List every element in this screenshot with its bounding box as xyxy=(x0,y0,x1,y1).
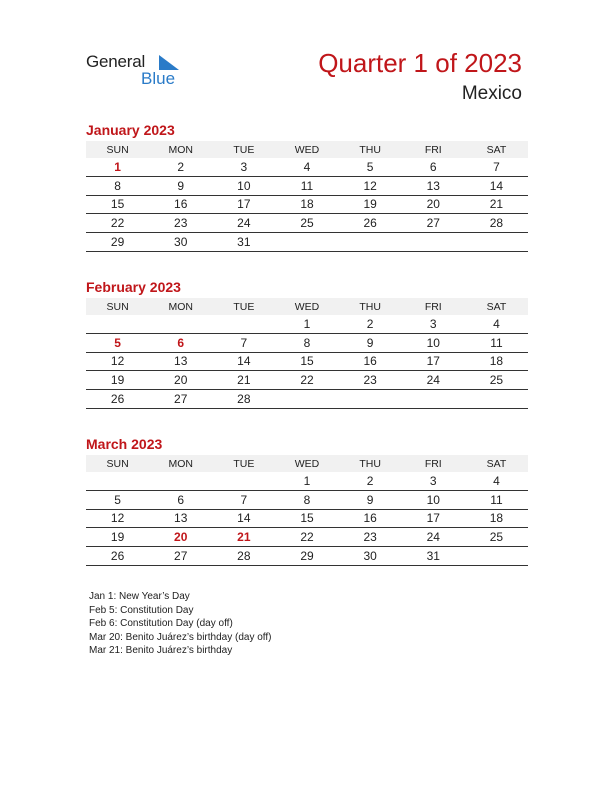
day-cell: 9 xyxy=(339,490,402,509)
month-title: March 2023 xyxy=(86,436,163,452)
day-cell: 14 xyxy=(465,176,528,195)
day-cell: 10 xyxy=(402,333,465,352)
week-row xyxy=(86,528,528,547)
day-cell: 2 xyxy=(339,315,402,333)
day-cell: 16 xyxy=(339,352,402,371)
day-cell: 31 xyxy=(212,233,275,252)
day-cell: 27 xyxy=(149,547,212,566)
holiday-day-cell: 21 xyxy=(212,528,275,547)
weekday-header: SUN xyxy=(86,298,149,315)
day-cell: 13 xyxy=(402,176,465,195)
day-cell: 19 xyxy=(86,371,149,390)
day-cell: 8 xyxy=(275,490,338,509)
day-cell: 13 xyxy=(149,352,212,371)
holiday-note: Feb 6: Constitution Day (day off) xyxy=(89,618,233,629)
weekday-header: SAT xyxy=(465,455,528,472)
day-cell: 22 xyxy=(86,214,149,233)
day-cell: 12 xyxy=(339,176,402,195)
week-row xyxy=(86,233,528,252)
day-cell: 14 xyxy=(212,509,275,528)
day-cell: 7 xyxy=(465,158,528,176)
day-cell: 26 xyxy=(86,390,149,409)
day-cell: 4 xyxy=(275,158,338,176)
day-cell: 4 xyxy=(465,472,528,490)
weekday-header: SAT xyxy=(465,298,528,315)
holiday-note: Mar 20: Benito Juárez’s birthday (day off) xyxy=(89,631,272,643)
month-march xyxy=(86,435,528,566)
day-cell xyxy=(212,315,275,333)
weekday-header: SUN xyxy=(86,455,149,472)
day-cell: 24 xyxy=(402,528,465,547)
month-calendar-table xyxy=(86,455,528,566)
day-cell: 2 xyxy=(149,158,212,176)
month-title: February 2023 xyxy=(86,279,181,295)
weekday-header: SUN xyxy=(86,141,149,158)
day-cell: 4 xyxy=(465,315,528,333)
weekday-header: FRI xyxy=(402,141,465,158)
day-cell: 17 xyxy=(402,352,465,371)
day-cell xyxy=(339,233,402,252)
weekday-header: THU xyxy=(339,455,402,472)
day-cell xyxy=(339,390,402,409)
day-cell xyxy=(465,233,528,252)
week-row xyxy=(86,333,528,352)
day-cell: 19 xyxy=(339,195,402,214)
day-cell: 23 xyxy=(149,214,212,233)
day-cell xyxy=(402,233,465,252)
month-january xyxy=(86,121,528,252)
day-cell: 1 xyxy=(275,315,338,333)
week-row xyxy=(86,509,528,528)
day-cell xyxy=(86,315,149,333)
weekday-header: MON xyxy=(149,141,212,158)
day-cell: 30 xyxy=(149,233,212,252)
page-title: Quarter 1 of 2023 xyxy=(318,48,522,78)
day-cell: 10 xyxy=(212,176,275,195)
day-cell: 17 xyxy=(402,509,465,528)
weekday-header-row xyxy=(86,298,528,315)
day-cell: 26 xyxy=(86,547,149,566)
day-cell xyxy=(86,472,149,490)
day-cell: 29 xyxy=(86,233,149,252)
day-cell xyxy=(465,547,528,566)
month-calendar-table xyxy=(86,298,528,409)
day-cell: 14 xyxy=(212,352,275,371)
weekday-header: FRI xyxy=(402,298,465,315)
day-cell: 28 xyxy=(212,390,275,409)
day-cell: 19 xyxy=(86,528,149,547)
day-cell: 23 xyxy=(339,371,402,390)
holiday-day-cell: 1 xyxy=(86,158,149,176)
day-cell: 25 xyxy=(275,214,338,233)
day-cell: 1 xyxy=(275,472,338,490)
day-cell: 7 xyxy=(212,333,275,352)
day-cell: 5 xyxy=(86,490,149,509)
weekday-header: THU xyxy=(339,298,402,315)
month-february xyxy=(86,278,528,409)
weekday-header: THU xyxy=(339,141,402,158)
day-cell: 22 xyxy=(275,371,338,390)
day-cell: 18 xyxy=(465,509,528,528)
weekday-header: TUE xyxy=(212,141,275,158)
weekday-header: WED xyxy=(275,455,338,472)
week-row xyxy=(86,547,528,566)
week-row xyxy=(86,390,528,409)
logo-triangle-icon xyxy=(159,55,179,70)
weekday-header: WED xyxy=(275,298,338,315)
day-cell: 17 xyxy=(212,195,275,214)
day-cell: 21 xyxy=(465,195,528,214)
day-cell: 16 xyxy=(149,195,212,214)
weekday-header: TUE xyxy=(212,455,275,472)
day-cell: 15 xyxy=(275,352,338,371)
day-cell xyxy=(402,390,465,409)
week-row xyxy=(86,490,528,509)
day-cell xyxy=(212,472,275,490)
day-cell xyxy=(275,390,338,409)
day-cell: 28 xyxy=(212,547,275,566)
day-cell: 6 xyxy=(149,490,212,509)
day-cell: 21 xyxy=(212,371,275,390)
day-cell: 18 xyxy=(465,352,528,371)
day-cell xyxy=(149,315,212,333)
month-title: January 2023 xyxy=(86,122,175,138)
day-cell: 18 xyxy=(275,195,338,214)
generalblue-logo xyxy=(86,52,196,88)
week-row xyxy=(86,371,528,390)
day-cell: 8 xyxy=(86,176,149,195)
week-row xyxy=(86,352,528,371)
day-cell: 26 xyxy=(339,214,402,233)
day-cell: 9 xyxy=(149,176,212,195)
day-cell: 11 xyxy=(465,333,528,352)
day-cell: 25 xyxy=(465,371,528,390)
day-cell: 3 xyxy=(402,315,465,333)
logo-word-general: General xyxy=(86,52,146,71)
day-cell: 24 xyxy=(402,371,465,390)
holiday-notes xyxy=(89,590,272,658)
holiday-note: Mar 21: Benito Juárez’s birthday xyxy=(89,645,233,656)
day-cell: 23 xyxy=(339,528,402,547)
day-cell: 20 xyxy=(402,195,465,214)
holiday-note: Feb 5: Constitution Day xyxy=(89,604,194,616)
day-cell: 13 xyxy=(149,509,212,528)
country-name: Mexico xyxy=(461,83,522,104)
weekday-header: MON xyxy=(149,455,212,472)
day-cell: 3 xyxy=(402,472,465,490)
weekday-header: WED xyxy=(275,141,338,158)
day-cell: 11 xyxy=(465,490,528,509)
week-row xyxy=(86,158,528,176)
week-row xyxy=(86,195,528,214)
day-cell: 30 xyxy=(339,547,402,566)
day-cell: 8 xyxy=(275,333,338,352)
day-cell: 15 xyxy=(275,509,338,528)
day-cell xyxy=(149,472,212,490)
holiday-day-cell: 6 xyxy=(149,333,212,352)
day-cell: 5 xyxy=(339,158,402,176)
day-cell: 11 xyxy=(275,176,338,195)
day-cell xyxy=(465,390,528,409)
day-cell: 31 xyxy=(402,547,465,566)
day-cell: 20 xyxy=(149,371,212,390)
weekday-header: SAT xyxy=(465,141,528,158)
day-cell: 28 xyxy=(465,214,528,233)
day-cell: 12 xyxy=(86,352,149,371)
day-cell: 29 xyxy=(275,547,338,566)
holiday-day-cell: 5 xyxy=(86,333,149,352)
day-cell: 16 xyxy=(339,509,402,528)
day-cell: 15 xyxy=(86,195,149,214)
day-cell: 27 xyxy=(402,214,465,233)
weekday-header: FRI xyxy=(402,455,465,472)
day-cell: 3 xyxy=(212,158,275,176)
week-row xyxy=(86,315,528,333)
week-row xyxy=(86,472,528,490)
weekday-header-row xyxy=(86,141,528,158)
holiday-day-cell: 20 xyxy=(149,528,212,547)
day-cell: 12 xyxy=(86,509,149,528)
day-cell: 6 xyxy=(402,158,465,176)
week-row xyxy=(86,214,528,233)
day-cell: 2 xyxy=(339,472,402,490)
holiday-note: Jan 1: New Year’s Day xyxy=(89,591,190,602)
weekday-header: MON xyxy=(149,298,212,315)
day-cell: 9 xyxy=(339,333,402,352)
logo-word-blue: Blue xyxy=(141,69,176,88)
day-cell: 7 xyxy=(212,490,275,509)
day-cell: 27 xyxy=(149,390,212,409)
day-cell: 10 xyxy=(402,490,465,509)
month-calendar-table xyxy=(86,141,528,252)
weekday-header: TUE xyxy=(212,298,275,315)
day-cell: 22 xyxy=(275,528,338,547)
weekday-header-row xyxy=(86,455,528,472)
week-row xyxy=(86,176,528,195)
day-cell xyxy=(275,233,338,252)
day-cell: 24 xyxy=(212,214,275,233)
day-cell: 25 xyxy=(465,528,528,547)
